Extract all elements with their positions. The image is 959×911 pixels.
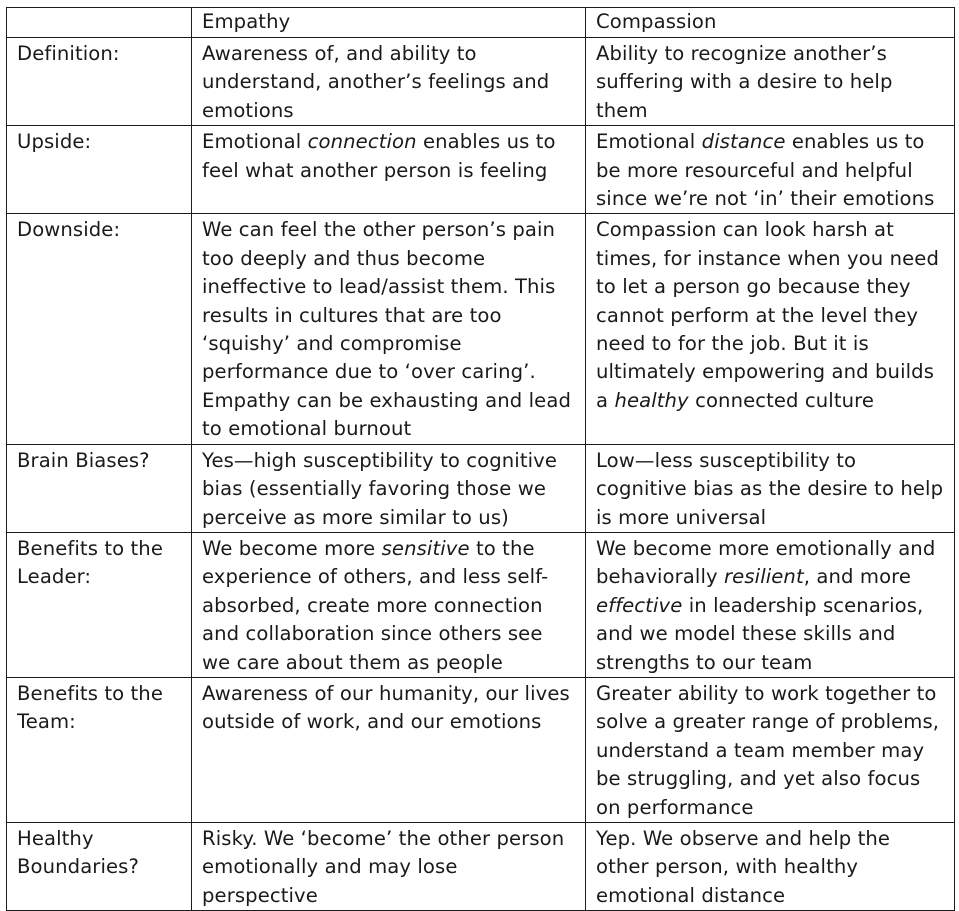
- emphasis-text: resilient: [724, 565, 804, 589]
- empathy-cell: Yes—high susceptibility to cognitive bias (essentially favoring those we perceive as more similar to us): [192, 444, 586, 532]
- table-row-upside: [7, 126, 955, 214]
- compassion-cell: We become more emotionally and behaviorally resilient, and more effective in leadership scenarios, and we model these skills and strengths to our team: [586, 532, 955, 677]
- emphasis-text: distance: [701, 130, 786, 154]
- table-row-definition: [7, 38, 955, 126]
- empathy-cell: Awareness of our humanity, our lives outside of work, and our emotions: [192, 677, 586, 822]
- compassion-cell: Greater ability to work together to solve a greater range of problems, understand a team member may be struggling, and yet also focus on performance: [586, 677, 955, 822]
- table-row-downside: [7, 214, 955, 444]
- header-row: [7, 8, 955, 38]
- header-empathy: Empathy: [192, 8, 586, 38]
- row-label: Benefits to the Leader:: [7, 532, 192, 677]
- emphasis-text: healthy: [614, 388, 689, 412]
- table-row-brain-biases: [7, 444, 955, 532]
- compassion-cell: Compassion can look harsh at times, for instance when you need to let a person go because they cannot perform at the level they need to for the job. But it is ultimately empowering and builds a healthy connected culture: [586, 214, 955, 444]
- empathy-cell: We become more sensitive to the experience of others, and less self-absorbed, create more connection and collaboration since others see we care about them as people: [192, 532, 586, 677]
- row-label: Benefits to the Team:: [7, 677, 192, 822]
- table-row-benefits-leader: [7, 532, 955, 677]
- empathy-vs-compassion-table: [6, 7, 955, 911]
- row-label: Brain Biases?: [7, 444, 192, 532]
- compassion-cell: Yep. We observe and help the other person, with healthy emotional distance: [586, 822, 955, 910]
- row-label: Upside:: [7, 126, 192, 214]
- row-label: Definition:: [7, 38, 192, 126]
- empathy-cell: We can feel the other person’s pain too deeply and thus become ineffective to lead/assist them. This results in cultures that are too ‘squishy’ and compromise performance due to ‘over caring’. Empathy can be exhausting and lead to emotional burnout: [192, 214, 586, 444]
- emphasis-text: sensitive: [381, 536, 470, 560]
- emphasis-text: connection: [307, 130, 417, 154]
- table-row-benefits-team: [7, 677, 955, 822]
- header-blank-cell: [7, 8, 192, 38]
- row-label: Downside:: [7, 214, 192, 444]
- table-row-healthy-boundaries: [7, 822, 955, 910]
- empathy-cell: Emotional connection enables us to feel what another person is feeling: [192, 126, 586, 214]
- empathy-cell: Risky. We ‘become’ the other person emotionally and may lose perspective: [192, 822, 586, 910]
- emphasis-text: effective: [596, 593, 683, 617]
- compassion-cell: Low—less susceptibility to cognitive bias as the desire to help is more universal: [586, 444, 955, 532]
- row-label: Healthy Boundaries?: [7, 822, 192, 910]
- compassion-cell: Ability to recognize another’s suffering with a desire to help them: [586, 38, 955, 126]
- header-compassion: Compassion: [586, 8, 955, 38]
- empathy-cell: Awareness of, and ability to understand, another’s feelings and emotions: [192, 38, 586, 126]
- compassion-cell: Emotional distance enables us to be more resourceful and helpful since we’re not ‘in’ their emotions: [586, 126, 955, 214]
